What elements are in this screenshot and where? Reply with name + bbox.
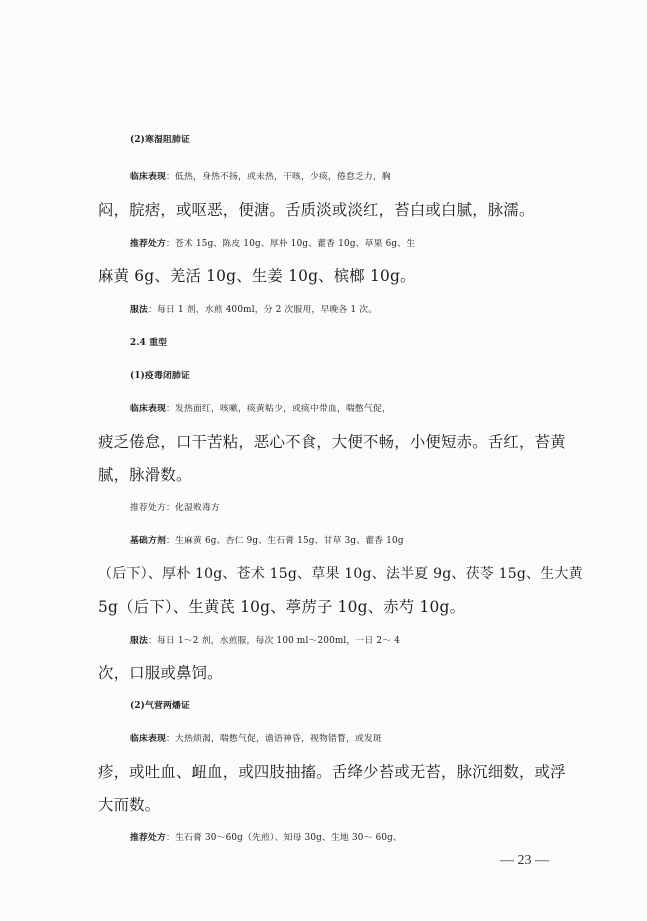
paragraph-line	[130, 399, 620, 419]
heading-cold-damp-lung: (2)寒湿阻肺证	[130, 135, 191, 145]
paragraph-line	[130, 234, 620, 254]
paragraph-line	[130, 729, 620, 749]
paragraph-line: 大而数。	[98, 796, 161, 814]
text: ：生麻黄 6g、杏仁 9g、生石膏 15g、甘草 3g、藿香 10g	[166, 536, 404, 546]
paragraph-line: 疹，或吐血、衄血，或四肢抽搐。舌绛少苔或无苔，脉沉细数，或浮	[98, 763, 566, 781]
paragraph-line	[130, 167, 620, 187]
label-usage: 服法	[130, 305, 148, 315]
label-recipe: 推荐处方	[130, 833, 166, 843]
text: ：每日 1～2 剂，水煎服，每次 100 ml～200ml，一日 2～ 4	[148, 636, 401, 646]
text: ：低热，身热不扬，或未热，干咳，少痰，倦怠乏力，胸	[166, 172, 391, 182]
label-usage: 服法	[130, 636, 148, 646]
paragraph-line: 5g（后下）、生黄芪 10g、葶苈子 10g、赤芍 10g。	[98, 598, 466, 616]
label-clinical: 临床表现	[130, 734, 166, 744]
text: ：大热烦渴，喘憋气促，谵语神昏，视物错瞀，或发斑	[166, 734, 382, 744]
label-base-formula: 基础方剂	[130, 536, 166, 546]
paragraph-line	[130, 631, 620, 651]
paragraph-line	[130, 828, 620, 848]
heading-epidemic-toxin: (1)疫毒闭肺证	[130, 371, 191, 381]
text: ：发热面红，咳嗽，痰黄粘少，或痰中带血，喘憋气促，	[166, 404, 391, 414]
heading-qi-ying: (2)气营两燔证	[130, 701, 191, 711]
paragraph-line	[130, 300, 620, 320]
paragraph-line: 疲乏倦怠，口干苦粘，恶心不食，大便不畅，小便短赤。舌红，苔黄	[98, 433, 566, 451]
label-clinical: 临床表现	[130, 172, 166, 182]
heading-severe-type: 2.4 重型	[130, 338, 168, 348]
paragraph-line: 闷，脘痞，或呕恶，便溏。舌质淡或淡红，苔白或白腻，脉濡。	[98, 201, 535, 219]
text: ：生石膏 30～60g（先煎）、知母 30g、生地 30～ 60g、	[166, 833, 402, 843]
label-clinical: 临床表现	[130, 404, 166, 414]
paragraph-line: 推荐处方：化湿败毒方	[130, 503, 220, 513]
paragraph-line: 麻黄 6g、羌活 10g、生姜 10g、槟榔 10g。	[98, 267, 416, 285]
paragraph-line: 腻，脉滑数。	[98, 466, 192, 484]
paragraph-line: 次，口服或鼻饲。	[98, 664, 223, 682]
label-recipe: 推荐处方	[130, 239, 166, 249]
text: ：苍术 15g、陈皮 10g、厚朴 10g、藿香 10g、草果 6g、生	[166, 239, 416, 249]
text: ：每日 1 剂，水煎 400ml，分 2 次服用，早晚各 1 次。	[148, 305, 378, 315]
paragraph-line	[130, 531, 620, 551]
paragraph-line: （后下）、厚朴 10g、苍术 15g、草果 10g、法半夏 9g、茯苓 15g、生大黄	[98, 566, 583, 582]
page-number: — 23 —	[500, 853, 549, 868]
